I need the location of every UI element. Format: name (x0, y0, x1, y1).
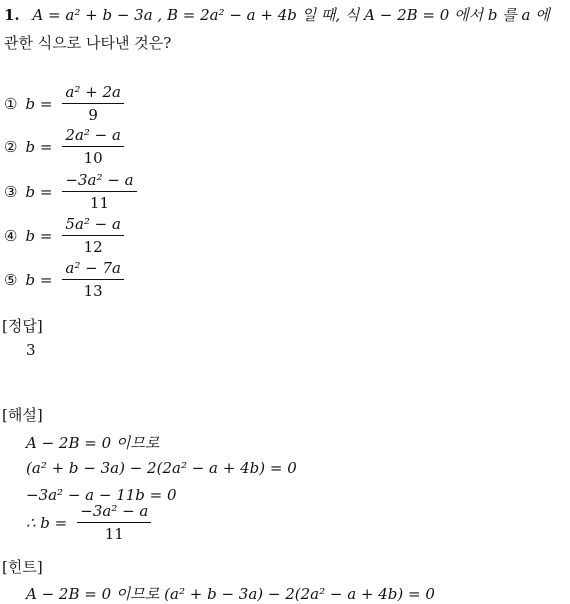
option-lhs: b = (25, 182, 53, 201)
fraction-numerator: a² + 2a (62, 83, 124, 104)
option-1[interactable] (4, 83, 126, 124)
option-4[interactable] (4, 215, 126, 256)
fraction-numerator: 2a² − a (62, 126, 124, 147)
solution-line-3: −3a² − a − 11b = 0 (26, 486, 177, 504)
fraction-denominator: 9 (88, 106, 98, 124)
option-2[interactable] (4, 126, 126, 167)
option-mark: ④ (4, 226, 18, 245)
fraction-denominator: 11 (89, 194, 110, 212)
fraction-denominator: 12 (83, 238, 103, 256)
option-fraction (62, 171, 136, 212)
question-line-1 (4, 4, 550, 25)
solution-line-4 (26, 502, 153, 543)
option-fraction (62, 215, 124, 256)
answer-value: 3 (26, 341, 36, 359)
option-mark: ① (4, 94, 18, 113)
fraction-numerator: −3a² − a (62, 171, 136, 192)
fraction-numerator: 5a² − a (62, 215, 124, 236)
option-3[interactable] (4, 171, 139, 212)
option-fraction (62, 126, 124, 167)
solution-label: [해설] (2, 406, 43, 424)
option-lhs: b = (25, 226, 53, 245)
answer-label: [정답] (2, 317, 43, 335)
solution-fraction (77, 502, 151, 543)
option-lhs: b = (25, 270, 53, 289)
question-text-2: 관한 식으로 나타낸 것은? (4, 34, 172, 52)
fraction-denominator: 10 (83, 149, 103, 167)
option-lhs: b = (25, 137, 53, 156)
hint-line-1: A − 2B = 0 이므로 (a² + b − 3a) − 2(2a² − a + 4b) = 0 (26, 585, 435, 603)
option-mark: ② (4, 137, 18, 156)
fraction-denominator: 13 (83, 282, 103, 300)
option-5[interactable] (4, 259, 126, 300)
solution-therefore: ∴ b = (26, 513, 68, 532)
option-lhs: b = (25, 94, 53, 113)
option-fraction (62, 259, 124, 300)
question-text-1: A = a² + b − 3a , B = 2a² − a + 4b 일 때, 식 A − 2B = 0 에서 b 를 a 에 (32, 6, 550, 24)
fraction-numerator: −3a² − a (77, 502, 151, 523)
option-mark: ⑤ (4, 270, 18, 289)
question-number: 1. (4, 6, 20, 24)
fraction-numerator: a² − 7a (62, 259, 124, 280)
solution-line-1: A − 2B = 0 이므로 (26, 434, 160, 452)
fraction-denominator: 11 (104, 525, 124, 543)
option-fraction (62, 83, 124, 124)
option-mark: ③ (4, 182, 18, 201)
hint-label: [힌트] (2, 558, 43, 576)
solution-line-2: (a² + b − 3a) − 2(2a² − a + 4b) = 0 (26, 459, 297, 477)
